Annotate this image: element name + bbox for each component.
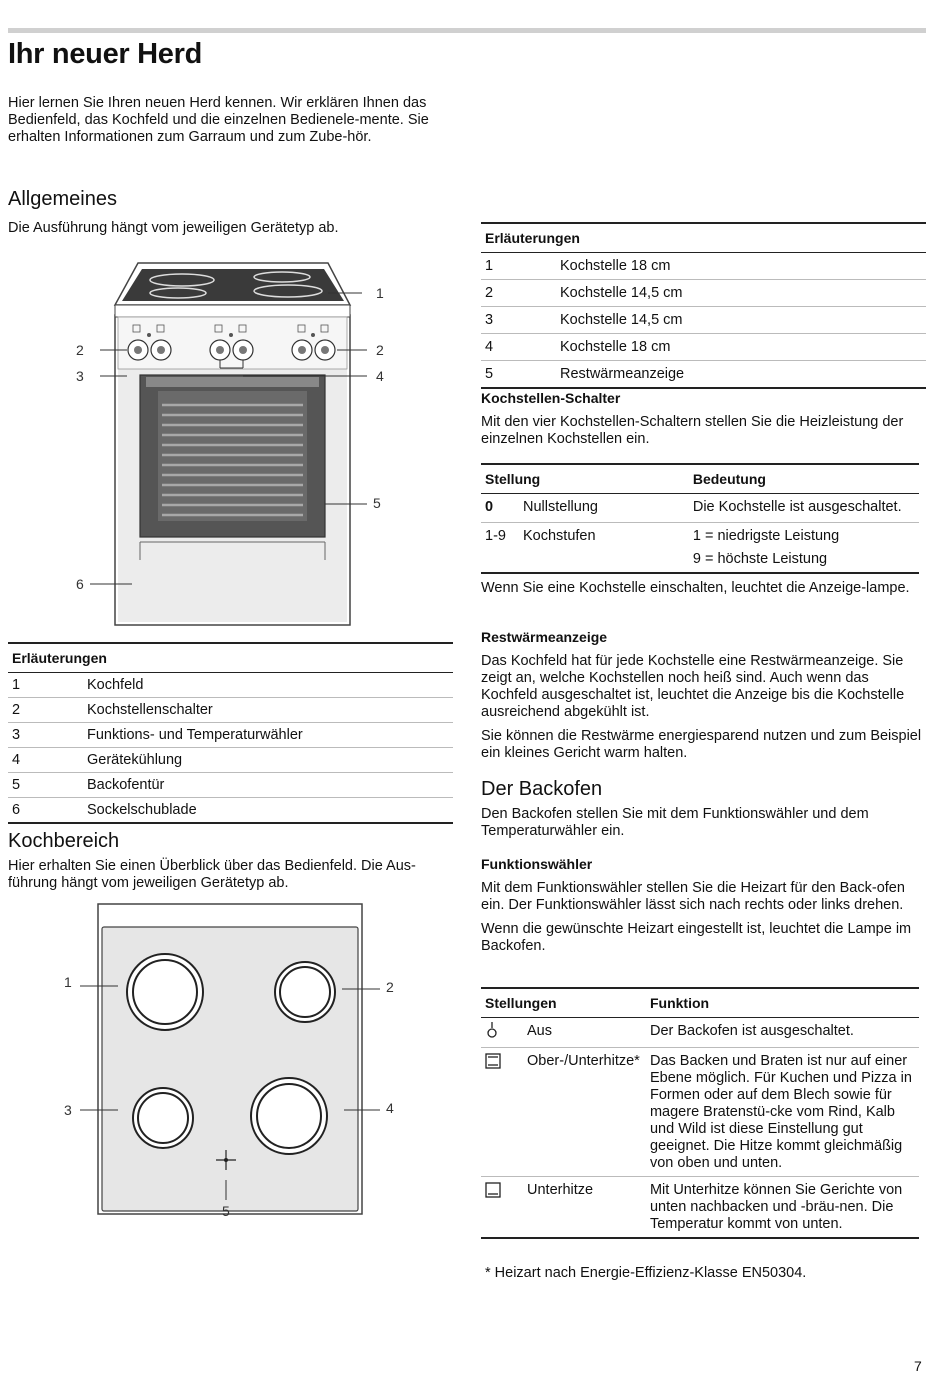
row-num: 3 bbox=[8, 723, 83, 748]
meaning-line-1: 1 = niedrigste Leistung bbox=[692, 528, 840, 544]
page-number: 7 bbox=[914, 1358, 922, 1374]
col-bedeutung: Bedeutung bbox=[689, 464, 919, 494]
table-row bbox=[481, 253, 926, 280]
table-row bbox=[481, 494, 919, 523]
row-name: Nullstellung bbox=[519, 494, 689, 523]
row-label: Kochstelle 18 cm bbox=[556, 253, 926, 280]
cooktop-figure bbox=[50, 900, 410, 1230]
heading-restwaerme: Restwärmeanzeige bbox=[481, 629, 608, 645]
legend-table-header: Erläuterungen bbox=[8, 643, 453, 673]
table-row bbox=[481, 280, 926, 307]
stove-drawing bbox=[115, 263, 350, 625]
row-num: 5 bbox=[8, 773, 83, 798]
restwaerme-text bbox=[481, 653, 926, 762]
meaning-line-2: 9 = höchste Leistung bbox=[692, 551, 828, 567]
table-row bbox=[8, 773, 453, 798]
row-num: 2 bbox=[8, 698, 83, 723]
row-num: 2 bbox=[481, 280, 556, 307]
heading-allgemeines: Allgemeines bbox=[8, 188, 117, 210]
table-row bbox=[481, 307, 926, 334]
table-row bbox=[481, 1048, 919, 1177]
funktionswaehler-p2: Wenn die gewünschte Heizart eingestellt ist, leuchtet die Lampe im Backofen. bbox=[481, 921, 912, 954]
cooktop-label-5: 5 bbox=[222, 1203, 230, 1219]
table-row bbox=[8, 698, 453, 723]
heading-funktionswaehler: Funktionswähler bbox=[481, 856, 593, 872]
stove-label-5: 5 bbox=[373, 495, 381, 511]
row-num: 1 bbox=[481, 253, 556, 280]
stove-label-2-right: 2 bbox=[376, 342, 384, 358]
row-meaning bbox=[689, 523, 919, 574]
row-label: Restwärmeanzeige bbox=[556, 361, 926, 389]
top-rule bbox=[8, 28, 926, 33]
table-row bbox=[8, 723, 453, 748]
kochbereich-text: Hier erhalten Sie einen Überblick über das Bedienfeld. Die Aus-führung hängt vom jeweiligen Gerätetyp ab. bbox=[8, 858, 416, 891]
table-row bbox=[481, 361, 926, 389]
stellung-table bbox=[481, 463, 919, 574]
row-num: 6 bbox=[8, 798, 83, 824]
row-num: 4 bbox=[8, 748, 83, 773]
row-pos: 1-9 bbox=[481, 523, 519, 574]
off-position-icon bbox=[485, 1021, 499, 1039]
row-num: 5 bbox=[481, 361, 556, 389]
col-stellung: Stellung bbox=[481, 464, 689, 494]
allgemeines-text: Die Ausführung hängt vom jeweiligen Gerätetyp ab. bbox=[8, 220, 339, 236]
row-label: Gerätekühlung bbox=[83, 748, 453, 773]
restwaerme-p2: Sie können die Restwärme energiesparend nutzen und zum Beispiel ein kleines Gericht warm halten. bbox=[481, 728, 922, 761]
row-label: Kochstellenschalter bbox=[83, 698, 453, 723]
cooktop-label-3: 3 bbox=[64, 1102, 72, 1118]
row-name: Unterhitze bbox=[523, 1177, 646, 1239]
funktionswaehler-text bbox=[481, 880, 926, 955]
cooktop-label-2: 2 bbox=[386, 979, 394, 995]
row-label: Backofentür bbox=[83, 773, 453, 798]
row-num: 1 bbox=[8, 673, 83, 698]
stove-label-6: 6 bbox=[76, 576, 84, 592]
row-func: Der Backofen ist ausgeschaltet. bbox=[646, 1018, 919, 1048]
heading-kochstellen-schalter: Kochstellen-Schalter bbox=[481, 390, 621, 406]
row-label: Kochstelle 18 cm bbox=[556, 334, 926, 361]
cooktop-label-1: 1 bbox=[64, 974, 72, 990]
row-func: Das Backen und Braten ist nur auf einer Ebene möglich. Für Kuchen und Pizza in Formen oder auf dem Blech sowie für magere Bratenstü-cke vom Rind, Kalb und Wild ist diese Einstellung gut geeignet. Die Hitze kommt gleichmäßig von oben und unten. bbox=[646, 1048, 919, 1177]
table-row bbox=[8, 748, 453, 773]
row-func: Mit Unterhitze können Sie Gerichte von unten nachbacken und -bräu-nen. Die Temperatur kommt von unten. bbox=[646, 1177, 919, 1239]
legend-table-cooktop bbox=[481, 222, 926, 389]
stove-label-4: 4 bbox=[376, 368, 384, 384]
row-num: 4 bbox=[481, 334, 556, 361]
row-label: Kochstelle 14,5 cm bbox=[556, 307, 926, 334]
cooktop-drawing bbox=[98, 904, 362, 1214]
row-name: Kochstufen bbox=[519, 523, 689, 574]
bottom-heat-icon bbox=[485, 1182, 501, 1198]
heading-kochbereich: Kochbereich bbox=[8, 830, 120, 852]
row-label: Funktions- und Temperaturwähler bbox=[83, 723, 453, 748]
row-num: 3 bbox=[481, 307, 556, 334]
footnote: * Heizart nach Energie-Effizienz-Klasse EN50304. bbox=[485, 1265, 807, 1281]
page-title: Ihr neuer Herd bbox=[8, 38, 203, 70]
funktionswaehler-p1: Mit dem Funktionswähler stellen Sie die Heizart für den Back-ofen ein. Der Funktionswähler lässt sich nach rechts oder links drehen. bbox=[481, 880, 905, 913]
table-row bbox=[481, 1018, 919, 1048]
funktion-table bbox=[481, 987, 919, 1239]
kochstellen-schalter-text: Mit den vier Kochstellen-Schaltern stellen Sie die Heizleistung der einzelnen Kochstellen ein. bbox=[481, 414, 904, 447]
kochstellen-after-text: Wenn Sie eine Kochstelle einschalten, leuchtet die Anzeige-lampe. bbox=[481, 580, 910, 596]
col-funktion: Funktion bbox=[646, 988, 919, 1018]
table-row bbox=[481, 334, 926, 361]
col-stellungen: Stellungen bbox=[481, 988, 646, 1018]
legend-table-stove bbox=[8, 642, 453, 824]
row-name: Ober-/Unterhitze* bbox=[523, 1048, 646, 1177]
row-label: Kochstelle 14,5 cm bbox=[556, 280, 926, 307]
row-meaning: Die Kochstelle ist ausgeschaltet. bbox=[689, 494, 919, 523]
intro-text: Hier lernen Sie Ihren neuen Herd kennen. Wir erklären Ihnen das Bedienfeld, das Kochfeld und die einzelnen Bedienele-mente. Sie erhalten Informationen zum Garraum und zum Zube-hör. bbox=[8, 95, 429, 145]
table-row bbox=[8, 798, 453, 824]
stove-figure bbox=[60, 255, 400, 630]
table-row bbox=[8, 673, 453, 698]
row-label: Sockelschublade bbox=[83, 798, 453, 824]
top-bottom-heat-icon bbox=[485, 1053, 501, 1069]
table-row bbox=[481, 523, 919, 574]
row-label: Kochfeld bbox=[83, 673, 453, 698]
restwaerme-p1: Das Kochfeld hat für jede Kochstelle eine Restwärmeanzeige. Sie zeigt an, welche Kochstellen noch heiß sind. Auch wenn das Kochfeld ausgeschaltet ist, leuchtet die Anzeige bis die Kochstelle ausreichend abgekühlt ist. bbox=[481, 653, 905, 720]
stove-label-3: 3 bbox=[76, 368, 84, 384]
stove-label-1: 1 bbox=[376, 285, 384, 301]
table-row bbox=[481, 1177, 919, 1239]
row-pos: 0 bbox=[481, 494, 519, 523]
cooktop-label-4: 4 bbox=[386, 1100, 394, 1116]
backofen-text: Den Backofen stellen Sie mit dem Funktionswähler und dem Temperaturwähler ein. bbox=[481, 806, 869, 839]
row-name: Aus bbox=[523, 1018, 646, 1048]
heading-backofen: Der Backofen bbox=[481, 778, 603, 800]
legend-table-header: Erläuterungen bbox=[481, 223, 926, 253]
stove-label-2-left: 2 bbox=[76, 342, 84, 358]
